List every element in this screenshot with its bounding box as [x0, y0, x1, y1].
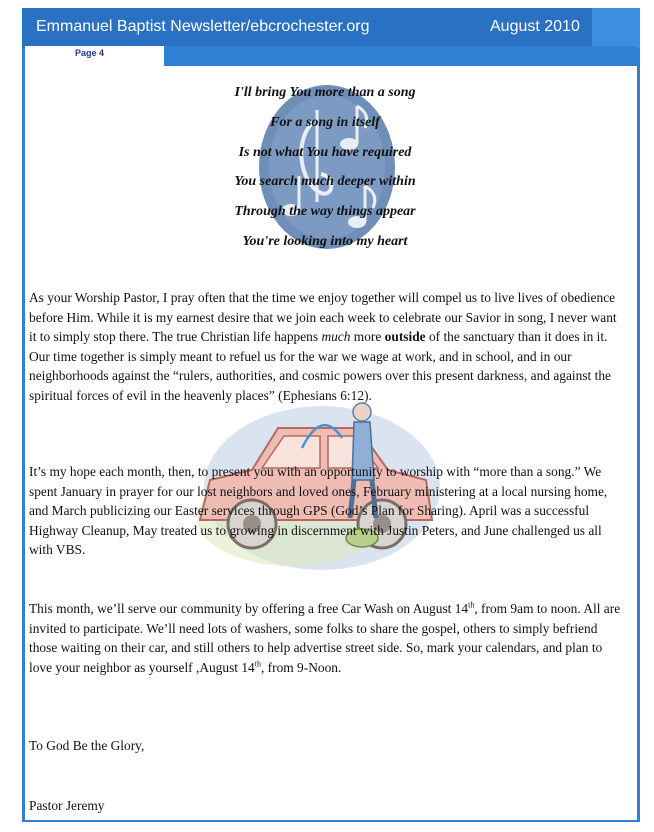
closing-line: To God Be the Glory,	[29, 738, 145, 753]
paragraph-text: more	[350, 329, 385, 345]
paragraph-text: This month, we’ll serve our community by offering a free Car Wash on August 14	[29, 601, 469, 616]
signature: Pastor Jeremy	[29, 798, 105, 813]
poem	[150, 78, 500, 257]
poem-line: For a song in itself	[270, 114, 380, 130]
emphasis-outside: outside	[384, 329, 426, 345]
paragraph-text: As your Worship Pastor, I pray often that the time we enjoy together will compel us to live lives of obedience before Him. While it is my earnest desire that we join each week to celebrate our Savior in song, I never want it to simply stop there. The true Christian life happens	[29, 290, 617, 345]
paragraph-text: , from 9am to noon. All are invited to participate. We’ll need lots of washers, some folks to share the gospel, others to simply befriend those waiting on their car, and still others to help advertise street side. So, mark your calendars, and plan to love your neighbor as yourself ,August 14	[29, 601, 621, 675]
paragraph-car-wash	[29, 599, 621, 677]
paragraph-text: , from 9-Noon.	[260, 659, 342, 675]
poem-line: You're looking into my heart	[242, 233, 408, 249]
poem-line: Is not what You have required	[238, 144, 412, 160]
paragraph-worship-pastor	[29, 288, 621, 406]
paragraph-text: of the sanctuary than it does in it. Our time together is simply meant to refuel us for the war we wage at work, and in school, and in our neighborhoods against the “rulers, authorities, and cosmic powers over this present darkness, and against the spiritual forces of evil in the heavenly places” (Ephesians 6:12).	[29, 329, 611, 403]
poem-line: I'll bring You more than a song	[234, 85, 416, 100]
ordinal-suffix: th	[254, 659, 261, 669]
poem-line: Through the way things appear	[234, 204, 416, 220]
page-number: Page 4	[75, 48, 105, 58]
paragraph-monthly-worship: It’s my hope each month, then, to present you with an opportunity to worship with “more than a song.” We spent January in prayer for our lost neighbors and loved ones, February ministering at a local nursing home, and March publicizing our Easter services through GPS (God’s Plan for Sharing). April was a successful Highway Cleanup, May treated us to growing in discernment with Justin Peters, and June challenged us all with VBS.	[29, 464, 608, 558]
header-corner-block	[592, 8, 640, 48]
emphasis-much: much	[321, 329, 351, 345]
issue-date: August 2010	[490, 18, 580, 35]
sub-header-bar	[164, 46, 637, 66]
newsletter-title: Emmanuel Baptist Newsletter/ebcrochester.org	[36, 18, 370, 35]
ordinal-suffix: th	[468, 600, 475, 610]
poem-line: You search much deeper within	[234, 174, 416, 190]
